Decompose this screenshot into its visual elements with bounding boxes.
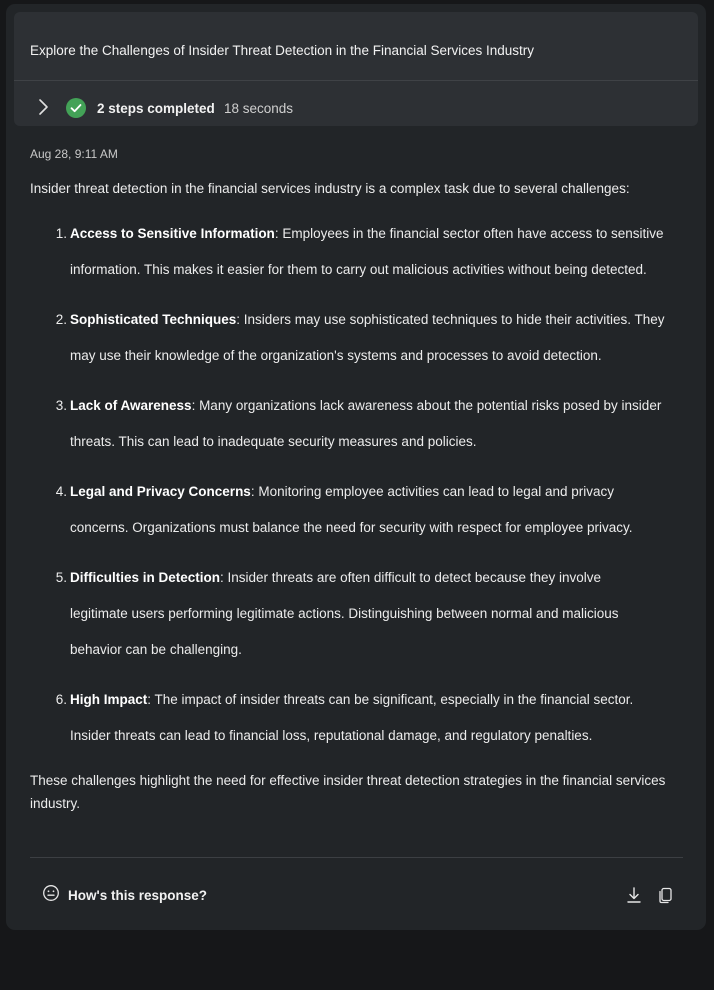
list-item-number: 5. [55, 570, 67, 585]
task-title: Explore the Challenges of Insider Threat Detection in the Financial Services Industry [30, 43, 535, 58]
list-item-text: Insider threats can lead to financial loss, reputational damage, and regulatory penalties. [70, 728, 593, 743]
list-item-number: 3. [55, 398, 67, 413]
list-item-title: Difficulties in Detection [70, 570, 221, 585]
intro-paragraph: Insider threat detection in the financial services industry is a complex task due to several challenges: [30, 181, 630, 196]
list-item-text: : Monitoring employee activities can lead to legal and privacy [250, 484, 615, 499]
response-card [6, 4, 706, 930]
header-divider [14, 80, 698, 81]
list-item [30, 216, 685, 288]
check-circle-icon [66, 98, 86, 118]
list-item-title: Legal and Privacy Concerns [70, 484, 251, 499]
challenges-list [30, 216, 685, 768]
feedback-button[interactable] [42, 884, 207, 906]
steps-duration: 18 seconds [224, 101, 294, 116]
download-icon[interactable] [624, 885, 644, 905]
list-item-title: High Impact [70, 692, 148, 707]
list-item-text: : Many organizations lack awareness about the potential risks posed by insider [191, 398, 662, 413]
feedback-label: How's this response? [68, 887, 207, 903]
list-item-text: : The impact of insider threats can be significant, especially in the financial sector. [147, 692, 634, 707]
list-item-text: : Insiders may use sophisticated techniques to hide their activities. They [236, 312, 665, 327]
list-item-text: behavior can be challenging. [70, 642, 242, 657]
list-item-text: legitimate users performing legitimate actions. Distinguishing between normal and malicious [70, 606, 619, 621]
list-item [30, 302, 685, 374]
list-item-title: Access to Sensitive Information [70, 226, 275, 241]
list-item-title: Lack of Awareness [70, 398, 192, 413]
list-item-text: concerns. Organizations must balance the need for security with respect for employee privacy. [70, 520, 633, 535]
list-item-text: may use their knowledge of the organization's systems and processes to avoid detection. [70, 348, 602, 363]
task-header [14, 12, 698, 126]
list-item-number: 1. [55, 226, 67, 241]
chevron-right-icon[interactable] [36, 98, 50, 116]
list-item-text: : Employees in the financial sector often have access to sensitive [274, 226, 664, 241]
list-item [30, 682, 685, 754]
list-item-text: : Insider threats are often difficult to detect because they involve [220, 570, 602, 585]
list-item-text: information. This makes it easier for them to carry out malicious activities without being detected. [70, 262, 647, 277]
list-item-text: threats. This can lead to inadequate security measures and policies. [70, 434, 477, 449]
list-item [30, 388, 685, 460]
list-item-title: Sophisticated Techniques [70, 312, 237, 327]
smiley-face-icon [42, 884, 60, 907]
list-item-number: 2. [55, 312, 67, 327]
list-item-number: 6. [55, 692, 67, 707]
conclusion-paragraph: These challenges highlight the need for effective insider threat detection strategies in the financial services industry. [30, 773, 666, 811]
list-item [30, 474, 685, 546]
message-timestamp: Aug 28, 9:11 AM [30, 147, 118, 161]
steps-completed-label[interactable]: 2 steps completed [97, 101, 215, 116]
list-item [30, 560, 685, 668]
list-item-number: 4. [55, 484, 67, 499]
footer-divider [30, 857, 683, 858]
copy-icon[interactable] [656, 885, 676, 905]
